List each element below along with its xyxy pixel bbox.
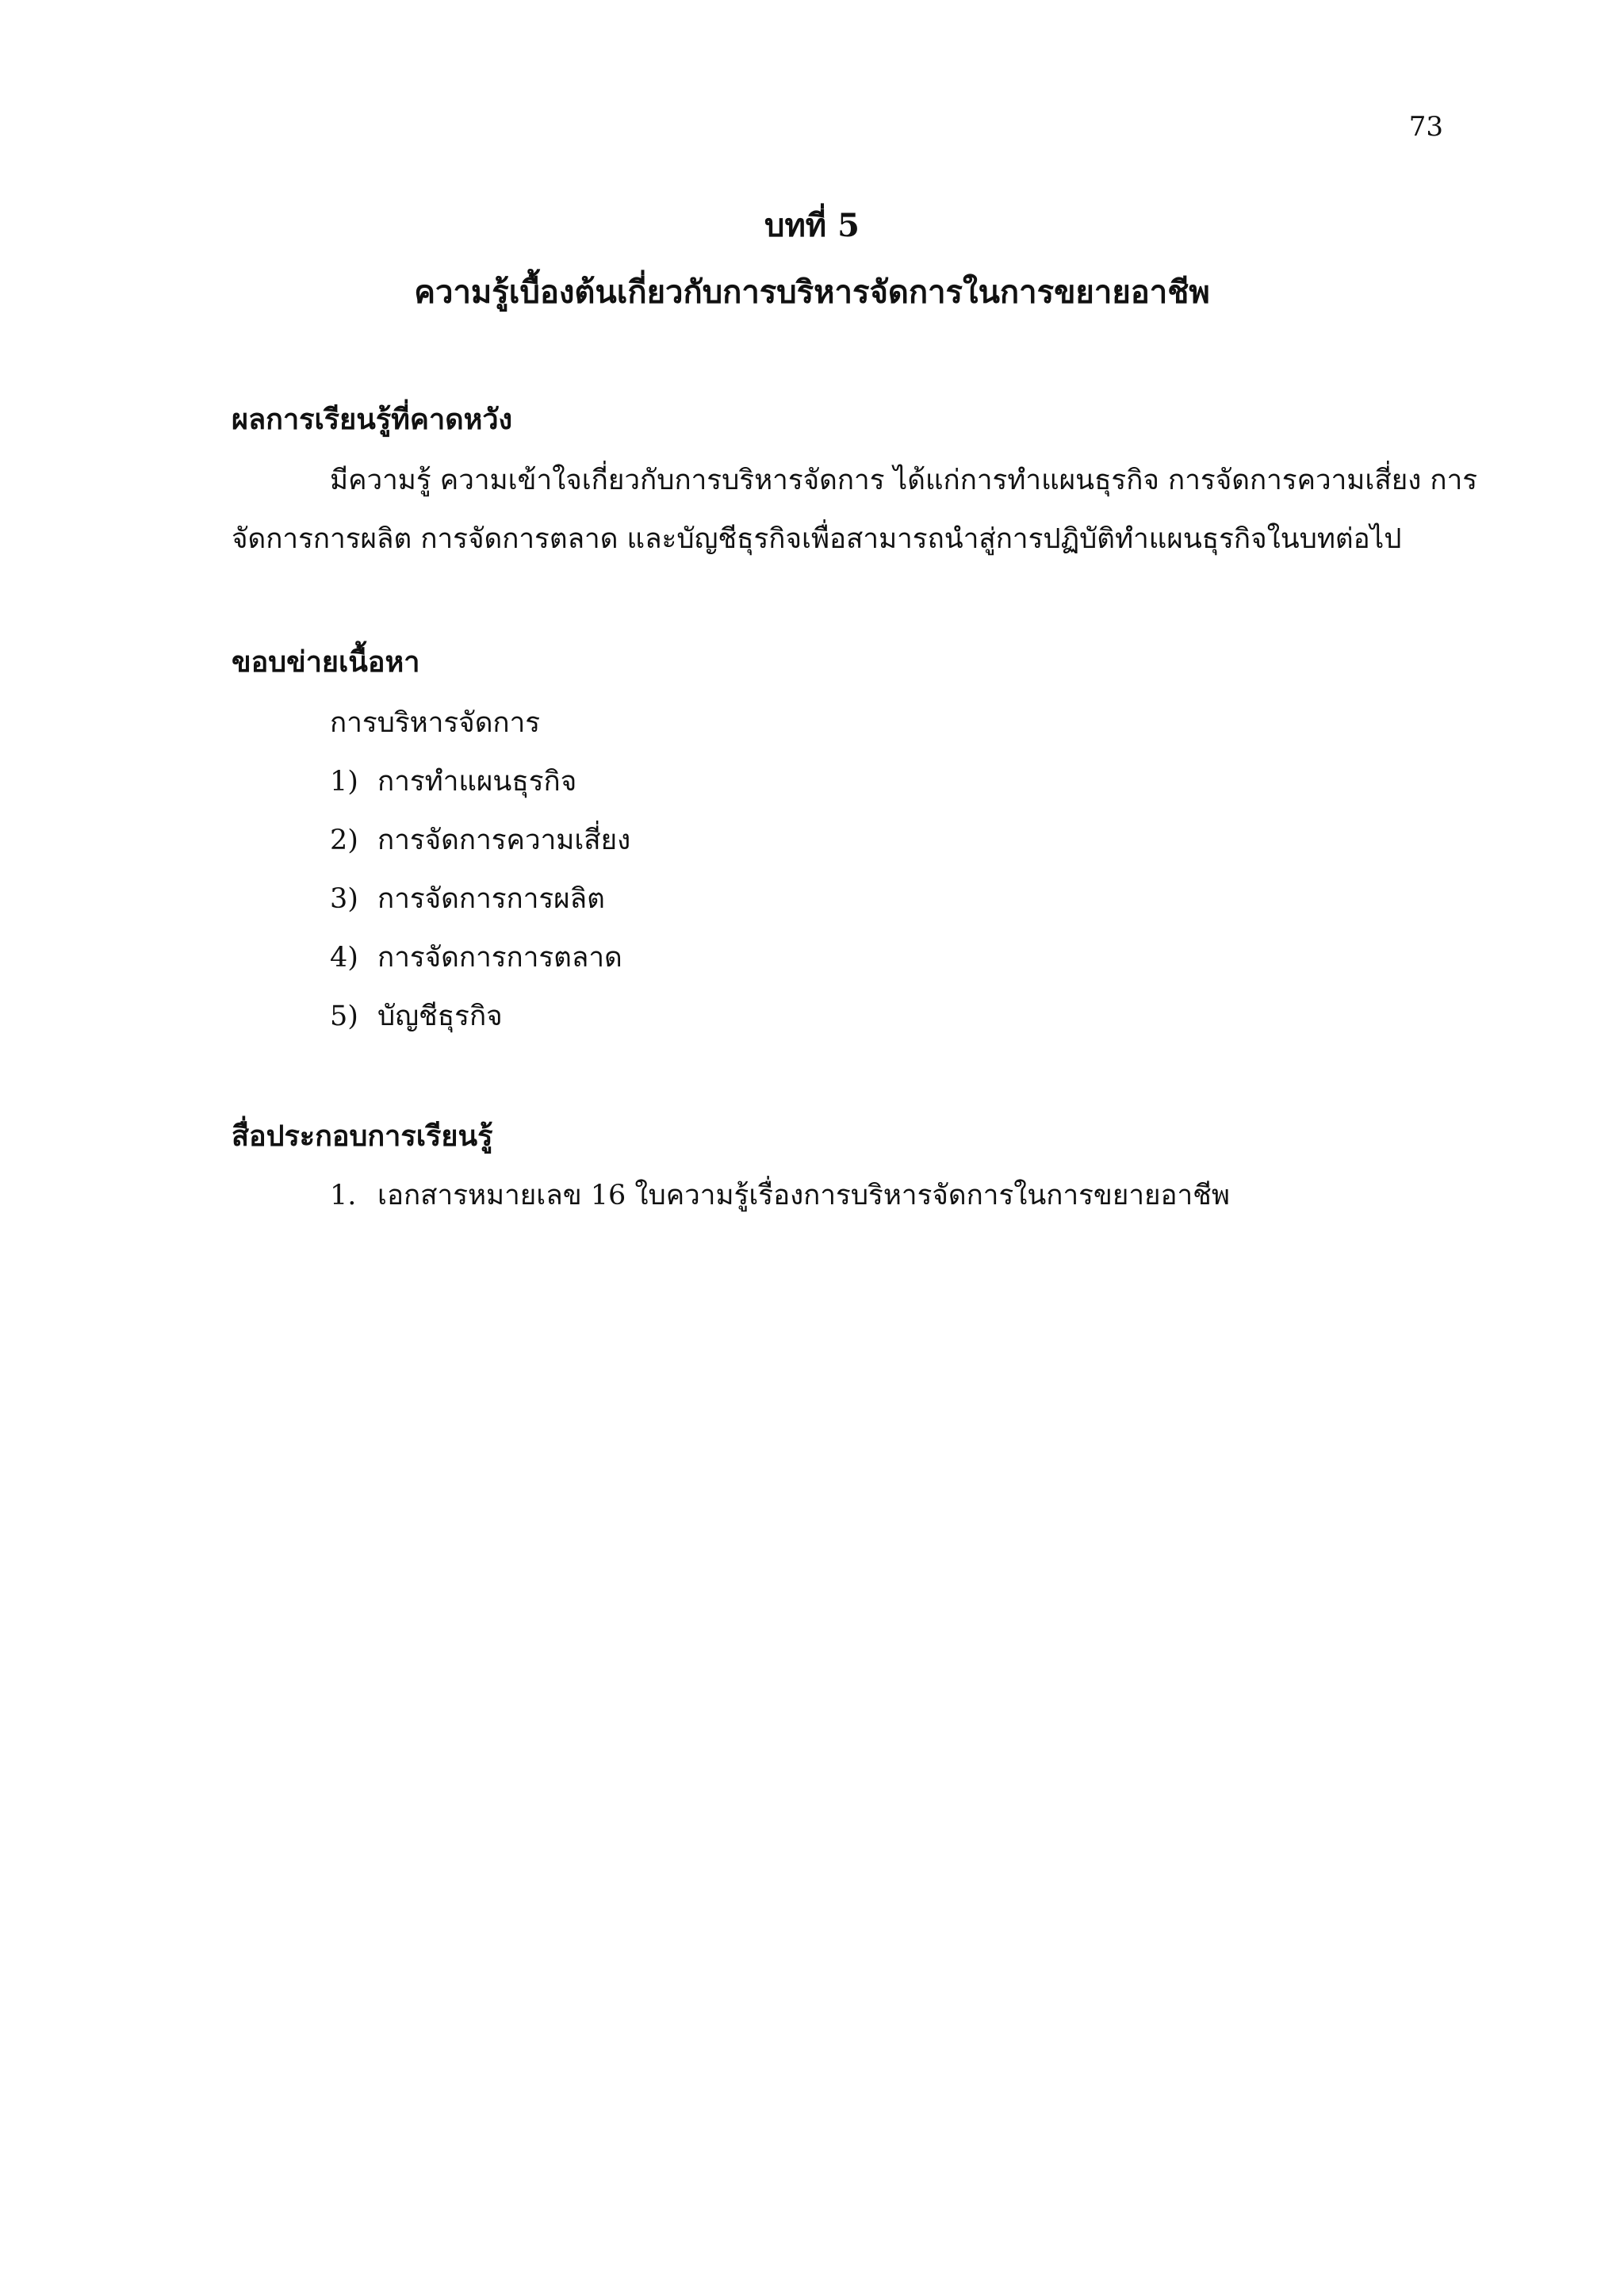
expected-outcomes-line-2: จัดการการผลิต การจัดการตลาด และบัญชีธุรกิจเพื่อสามารถนำสู่การปฏิบัติทำแผนธุรกิจในบทต่อไป [232,523,1402,555]
list-item-text: เอกสารหมายเลข 16 ใบความรู้เรื่องการบริหารจัดการในการขยายอาชีพ [377,1180,1231,1211]
list-item-number: 1) [330,766,358,798]
list-item-number: 4) [330,942,358,974]
learning-media-heading: สื่อประกอบการเรียนรู้ [232,1119,493,1153]
content-scope-item [330,994,503,1038]
list-item-text: การจัดการการตลาด [377,942,622,974]
learning-media-item [330,1173,1230,1217]
page-number: 73 [1408,111,1443,143]
content-scope-item [330,760,576,803]
expected-outcomes-heading: ผลการเรียนรู้ที่คาดหวัง [232,403,513,436]
list-item-number: 5) [330,1001,358,1032]
list-item-text: การทำแผนธุรกิจ [377,766,577,798]
list-item-number: 3) [330,883,358,915]
content-scope-heading: ขอบข่ายเนื้อหา [232,645,420,679]
content-scope-item [330,936,622,979]
content-scope-item [330,877,605,920]
list-item-text: บัญชีธุรกิจ [377,1001,503,1032]
chapter-title: ความรู้เบื้องต้นเกี่ยวกับการบริหารจัดการในการขยายอาชีพ [414,274,1210,311]
content-scope-intro: การบริหารจัดการ [330,707,541,739]
expected-outcomes-line-1: มีความรู้ ความเข้าใจเกี่ยวกับการบริหารจัดการ ได้แก่การทำแผนธุรกิจ การจัดการความเสี่ยง การ [330,465,1478,496]
list-item-number: 1. [330,1180,357,1211]
list-item-number: 2) [330,825,358,856]
list-item-text: การจัดการความเสี่ยง [377,825,631,856]
chapter-label: บทที่ 5 [764,207,860,244]
list-item-text: การจัดการการผลิต [377,883,605,915]
content-scope-item [330,818,630,862]
